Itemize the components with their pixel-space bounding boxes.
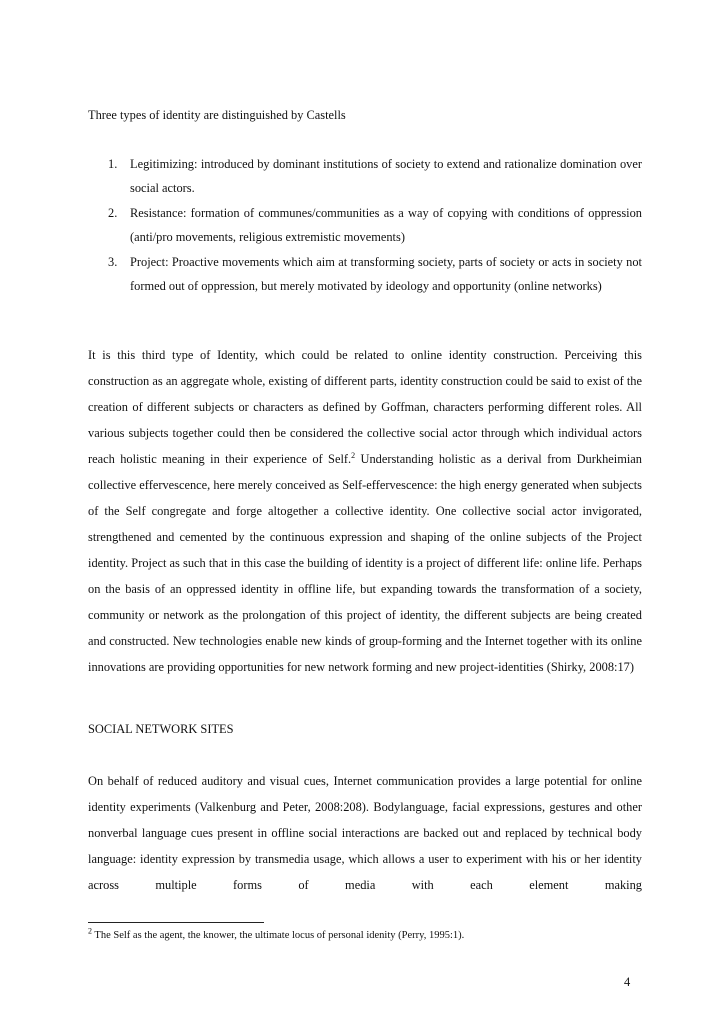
body-paragraph-social-network: On behalf of reduced auditory and visual cues, Internet communication provides a large potential for online identity experiments (Valkenburg and Peter, 2008:208). Bodylanguage, facial expressions, gestures and other nonverbal language cues present in offline social interactions are backed out and replaced by technical body language: identity expression by transmedia usage, which allows a user to experiment with his or her identity across multiple forms of media with each element making	[88, 774, 642, 892]
footnote-reference: 2	[351, 450, 356, 460]
list-item-number: 2.	[108, 206, 118, 220]
list-item-text: Legitimizing: introduced by dominant institutions of society to extend and rationalize domination over social actors.	[130, 157, 642, 195]
list-item	[88, 152, 642, 200]
page-number: 4	[624, 975, 631, 989]
intro-sentence: Three types of identity are distinguished by Castells	[88, 108, 346, 122]
list-item	[88, 250, 642, 298]
paragraph-text-part-1: It is this third type of Identity, which could be related to online identity construction. Perceiving this construction as an aggregate whole, existing of different parts, identity construction could be said to exist of the creation of different subjects or characters as defined by Goffman, characters performing different roles. All various subjects together could then be considered the collective social actor through which individual actors reach holistic meaning in their experience of Self.	[88, 348, 642, 466]
list-item-text: Resistance: formation of communes/communities as a way of copying with conditions of oppression (anti/pro movements, religious extremistic movements)	[130, 206, 642, 244]
list-item-number: 1.	[108, 157, 118, 171]
footnote-marker: 2	[88, 926, 92, 936]
body-paragraph-identity	[88, 342, 642, 680]
footnote	[88, 926, 465, 941]
list-item-text: Project: Proactive movements which aim at transforming society, parts of society or acts in society not formed out of oppression, but merely motivated by ideology and opportunity (online networks)	[130, 255, 642, 293]
list-item	[88, 201, 642, 249]
identity-types-list	[88, 152, 642, 299]
list-item-number: 3.	[108, 255, 118, 269]
paragraph-text-part-2: Understanding holistic as a derival from Durkheimian collective effervescence, here merely conceived as Self-effervescence: the high energy generated when subjects of the Self congregate and forge altogether a collective identity. One collective social actor invigorated, strengthened and cemented by the continuous expression and shaping of the online subjects of the Project identity. Project as such that in this case the building of identity is a project of different life: online life. Perhaps on the basis of an oppressed identity in offline life, but expanding towards the transformation of a society, community or network as the prolongation of this project of identity, the different subjects are being created and constructed. New technologies enable new kinds of group-forming and the Internet together with its online innovations are providing opportunities for new network forming and new project-identities (Shirky, 2008:17)	[88, 452, 642, 674]
footnote-text: The Self as the agent, the knower, the ultimate locus of personal idenity (Perry, 1995:1).	[92, 930, 465, 941]
section-heading: SOCIAL NETWORK SITES	[88, 722, 234, 736]
footnote-divider	[88, 922, 264, 923]
